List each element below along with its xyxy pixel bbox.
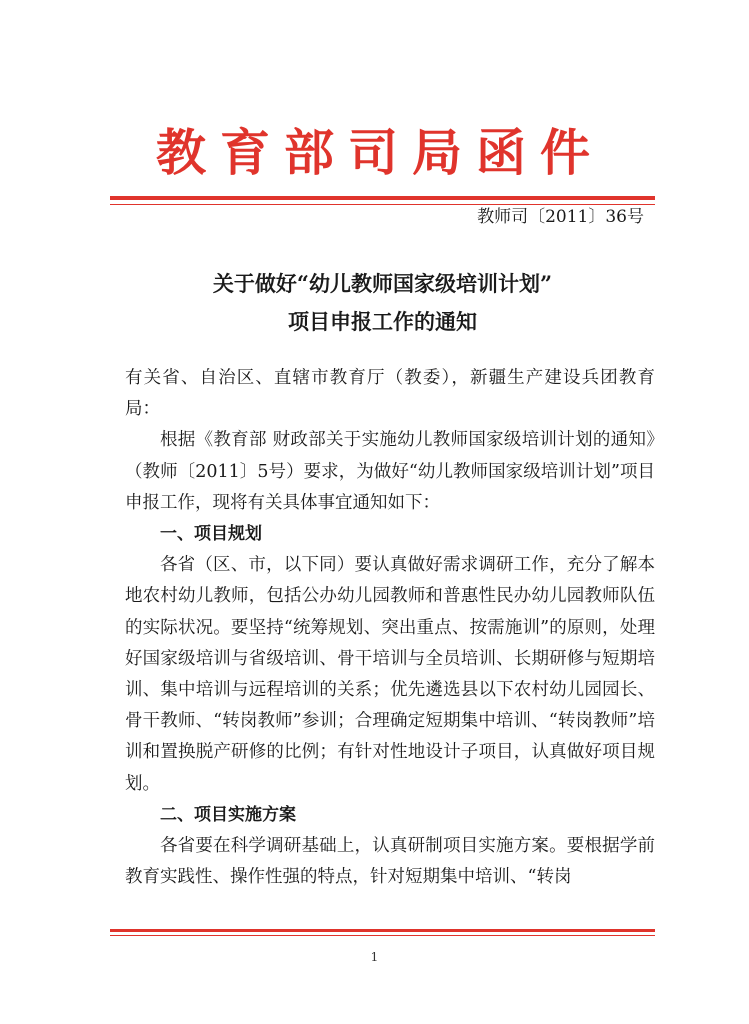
document-body <box>125 363 655 893</box>
intro-paragraph: 根据《教育部 财政部关于实施幼儿教师国家级培训计划的通知》（教师〔2011〕5号）要求，为做好“幼儿教师国家级培训计划”项目申报工作，现将有关具体事宜通知如下： <box>125 430 655 513</box>
footer-rule-thick <box>110 929 655 932</box>
footer-rule-thin <box>110 935 655 936</box>
section-heading-2: 二、项目实施方案 <box>160 804 296 825</box>
section-2-paragraph: 各省要在科学调研基础上，认真研制项目实施方案。要根据学前教育实践性、操作性强的特点，针对短期集中培训、“转岗 <box>125 836 655 888</box>
section-1-paragraph: 各省（区、市，以下同）要认真做好需求调研工作，充分了解本地农村幼儿教师，包括公办幼儿园教师和普惠性民办幼儿园教师队伍的实际状况。要坚持“统筹规划、突出重点、按需施训”的原则，处理好国家级培训与省级培训、骨干培训与全员培训、长期研修与短期培训、集中培训与远程培训的关系；优先遴选县以下农村幼儿园园长、骨干教师、“转岗教师”参训；合理确定短期集中培训、“转岗教师”培训和置换脱产研修的比例；有针对性地设计子项目，认真做好项目规划。 <box>125 555 655 794</box>
title-line-1: 关于做好“幼儿教师国家级培训计划” <box>212 271 553 296</box>
section-heading-1: 一、项目规划 <box>160 524 262 545</box>
document-title <box>110 265 655 341</box>
page-number: 1 <box>370 950 379 964</box>
document-number: 教师司〔2011〕36号 <box>477 207 644 227</box>
title-line-2: 项目申报工作的通知 <box>288 309 477 334</box>
letterhead-rule-thick <box>110 196 655 200</box>
letterhead-title: 教育部司局函件 <box>156 123 604 182</box>
salutation: 有关省、自治区、直辖市教育厅（教委），新疆生产建设兵团教育局： <box>125 368 655 420</box>
